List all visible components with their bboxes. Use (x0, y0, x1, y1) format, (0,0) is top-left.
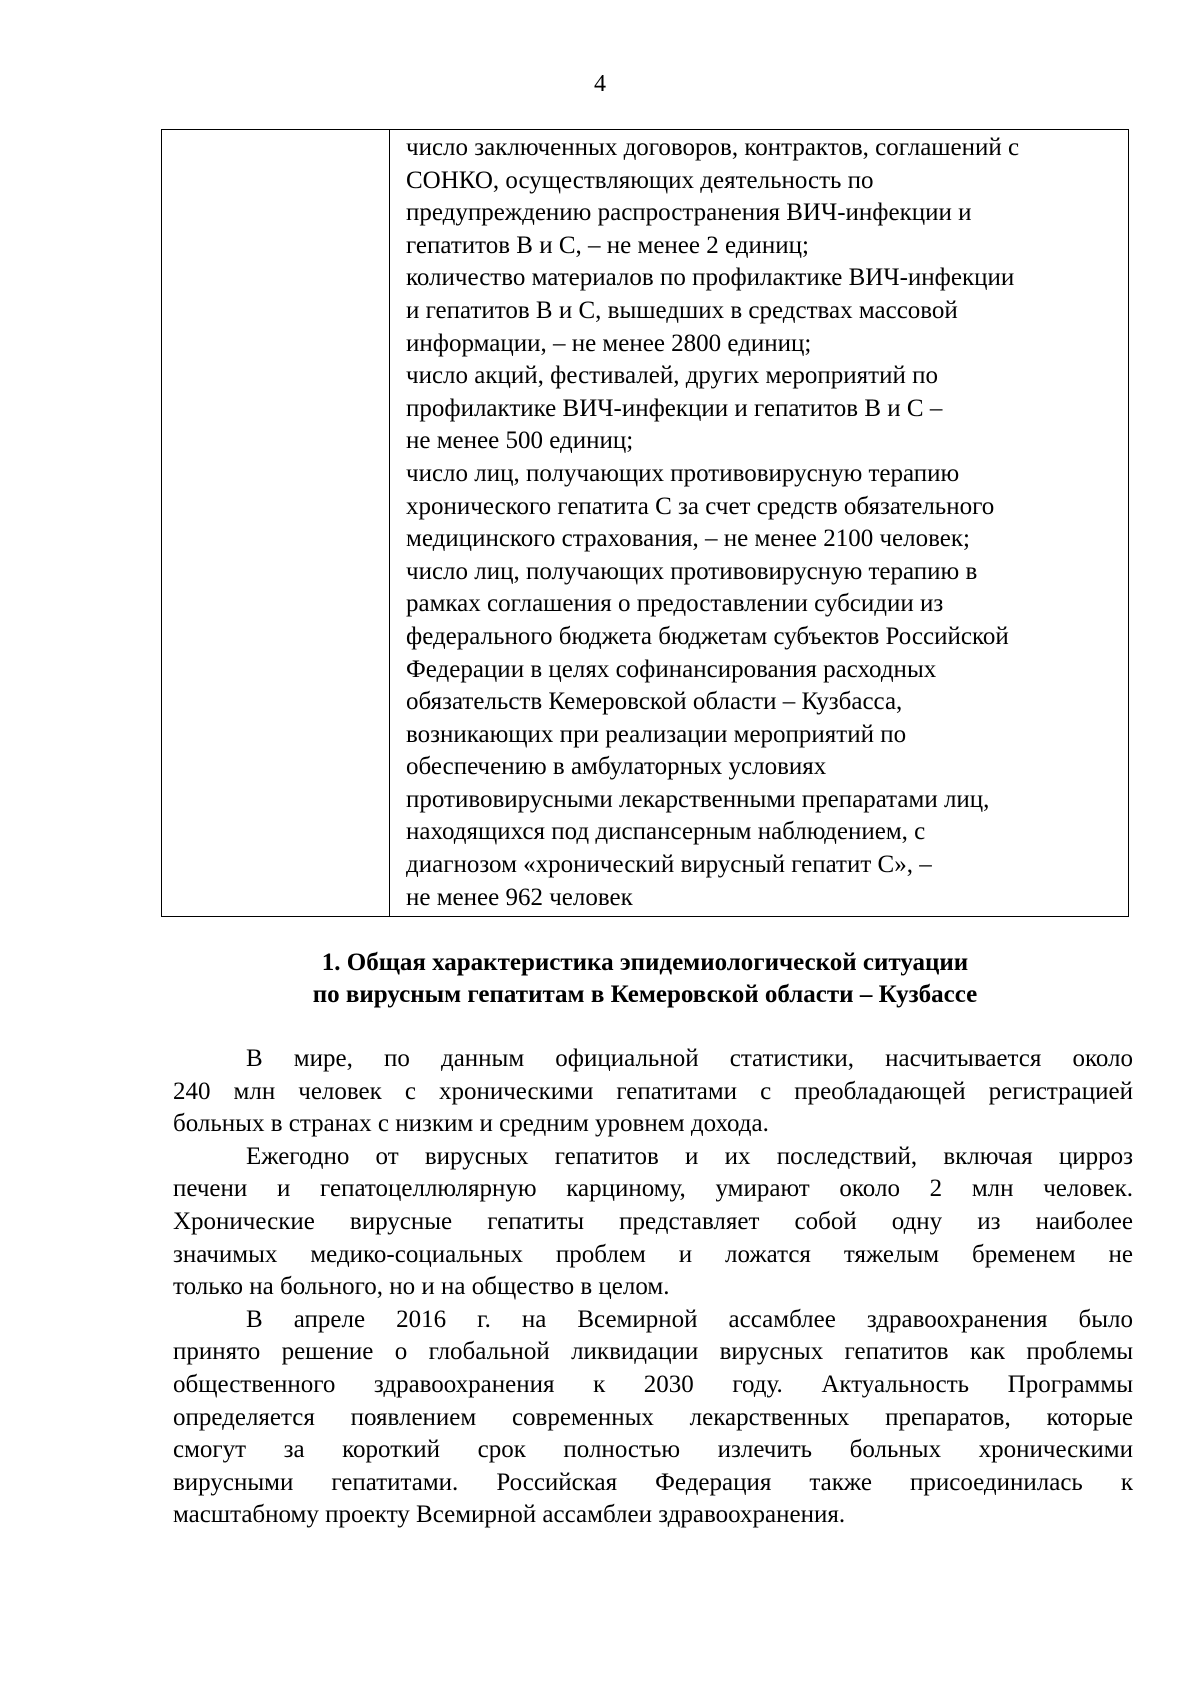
paragraph-line: 240 млн человек с хроническими гепатитами с преобладающей регистрацией (173, 1077, 1133, 1105)
paragraph-line: Хронические вирусные гепатиты представляет собой одну из наиболее (173, 1207, 1133, 1235)
table-cell-right (390, 130, 1129, 917)
table-line: обеспечению в амбулаторных условиях (406, 753, 827, 781)
table-line: возникающих при реализации мероприятий по (406, 720, 907, 748)
section-heading (161, 947, 1129, 1011)
paragraph-line: вирусными гепатитами. Российская Федерация также присоединилась к (173, 1468, 1133, 1496)
paragraph-line: Ежегодно от вирусных гепатитов и их последствий, включая цирроз (246, 1142, 1133, 1170)
table-line: число заключенных договоров, контрактов, соглашений с (406, 134, 1020, 161)
table-line: количество материалов по профилактике ВИЧ-инфекции (406, 264, 1015, 292)
table-line: гепатитов В и С, – не менее 2 единиц; (406, 231, 809, 259)
table-line: хронического гепатита С за счет средств обязательного (406, 492, 995, 520)
table-line: и гепатитов В и С, вышедших в средствах массовой (406, 296, 958, 324)
section-heading-line: 1. Общая характеристика эпидемиологической ситуации (321, 949, 969, 976)
paragraph-line: больных в странах с низким и средним уровнем дохода. (173, 1110, 769, 1138)
table-line: обязательств Кемеровской области – Кузбасса, (406, 688, 903, 716)
paragraph-line: принято решение о глобальной ликвидации вирусных гепатитов как проблемы (173, 1338, 1133, 1366)
paragraph-line: масштабному проекту Всемирной ассамблеи здравоохранения. (173, 1501, 846, 1529)
table-line: находящихся под диспансерным наблюдением, с (406, 818, 926, 846)
paragraph (173, 1043, 1133, 1141)
table-line: информации, – не менее 2800 единиц; (406, 329, 812, 357)
paragraph-line: только на больного, но и на общество в целом. (173, 1273, 670, 1301)
table-line: предупреждению распространения ВИЧ-инфекции и (406, 199, 972, 227)
table-line: не менее 962 человек (406, 883, 633, 911)
table-cell-left (162, 130, 390, 917)
paragraph (173, 1141, 1133, 1304)
paragraph-line: значимых медико-социальных проблем и ложатся тяжелым бременем не (173, 1240, 1133, 1268)
paragraph-line: печени и гепатоцеллюлярную карциному, умирают около 2 млн человек. (173, 1175, 1133, 1203)
table-line: федерального бюджета бюджетам субъектов Российской (406, 622, 1009, 650)
table-line: профилактике ВИЧ-инфекции и гепатитов В и С – (406, 394, 943, 422)
table-line: рамках соглашения о предоставлении субсидии из (406, 590, 944, 618)
paragraph-line: В апреле 2016 г. на Всемирной ассамблее здравоохранения было (246, 1305, 1133, 1333)
body-text (173, 1043, 1133, 1532)
paragraph-line: смогут за короткий срок полностью излечить больных хроническими (173, 1436, 1133, 1464)
paragraph-line: определяется появлением современных лекарственных препаратов, которые (173, 1403, 1133, 1431)
section-heading-line: по вирусным гепатитам в Кемеровской области – Кузбассе (312, 981, 978, 1008)
table-line: диагнозом «хронический вирусный гепатит С», – (406, 851, 932, 879)
paragraph-line: В мире, по данным официальной статистики, насчитывается около (246, 1045, 1133, 1072)
table-line: число лиц, получающих противовирусную терапию в (406, 557, 978, 585)
paragraph-line: общественного здравоохранения к 2030 году. Актуальность Программы (173, 1370, 1133, 1398)
table-line: не менее 500 единиц; (406, 427, 634, 455)
table-line: противовирусными лекарственными препаратами лиц, (406, 785, 990, 813)
page-number: 4 (594, 71, 606, 97)
paragraph (173, 1304, 1133, 1532)
table-line: СОНКО, осуществляющих деятельность по (406, 166, 874, 194)
table-line: число лиц, получающих противовирусную терапию (406, 459, 960, 487)
table-row (162, 130, 1129, 917)
table-line: число акций, фестивалей, других мероприятий по (406, 362, 938, 390)
targets-table (161, 129, 1129, 917)
table-line: медицинского страхования, – не менее 2100 человек; (406, 525, 970, 553)
table-line: Федерации в целях софинансирования расходных (406, 655, 937, 683)
